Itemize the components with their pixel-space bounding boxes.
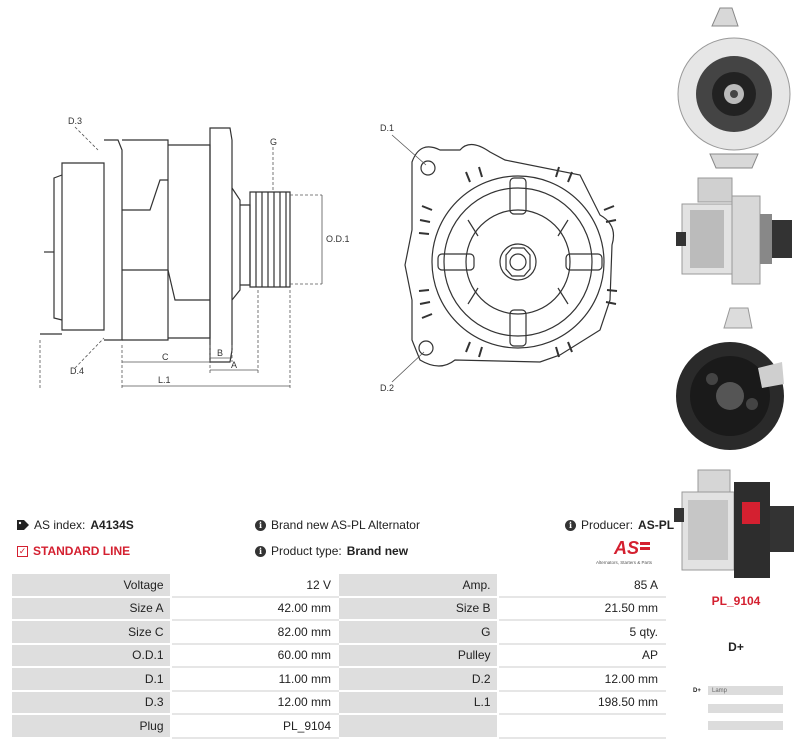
spec-row [11,667,665,691]
pin-name [690,704,708,713]
label-od1: O.D.1 [326,234,350,244]
product-photo-side[interactable] [672,174,800,300]
spec-value: 21.50 mm [498,597,665,621]
label-d2: D.2 [380,383,395,393]
spec-key: Plug [11,714,171,738]
spec-value: PL_9104 [171,714,339,738]
spec-key: D.3 [11,691,171,715]
producer-label: Producer: [581,518,634,532]
as-index-row [17,518,134,532]
front-view-drawing [405,144,614,366]
spec-row [11,691,665,715]
spec-row [11,714,665,738]
spec-key: Size B [338,597,497,621]
spec-key: Amp. [338,573,497,597]
spec-key: G [338,620,497,644]
tag-icon [17,520,29,530]
spec-key: D.2 [338,667,497,691]
label-g: G [270,137,278,147]
spec-value [498,714,665,738]
label-b: B [217,348,224,358]
plug-code[interactable]: PL_9104 [711,594,761,608]
product-description: Brand new AS-PL Alternator [271,518,420,532]
spec-row [11,573,665,597]
spec-value: 42.00 mm [171,597,339,621]
pin-name: D+ [690,686,708,695]
pin-row [690,686,783,695]
producer-row [565,518,674,532]
product-type-row [255,544,408,558]
pin-description: Lamp [712,687,728,694]
spec-value: 198.50 mm [498,691,665,715]
spec-value: AP [498,644,665,668]
as-index-label: AS index: [34,518,86,532]
pin-row [690,704,783,713]
side-view-drawing [40,128,290,362]
spec-key: O.D.1 [11,644,171,668]
spec-key [338,714,497,738]
label-c: C [162,352,169,362]
standard-line-row [17,544,130,558]
info-icon: i [565,520,576,531]
svg-text:AS: AS [614,538,640,558]
spec-value: 82.00 mm [171,620,339,644]
spec-value: 12.00 mm [498,667,665,691]
svg-text:Alternators, Starters & Parts: Alternators, Starters & Parts [596,560,653,565]
spec-value: 11.00 mm [171,667,339,691]
spec-value: 60.00 mm [171,644,339,668]
as-index-value: A4134S [90,518,134,532]
spec-row [11,620,665,644]
spec-value: 5 qty. [498,620,665,644]
product-photo-top[interactable] [672,466,800,582]
description-row [255,518,420,532]
product-type-value: Brand new [346,544,409,558]
label-a: A [231,360,238,370]
pin-row [690,721,783,730]
specifications-table [10,572,666,739]
spec-value: 85 A [498,573,665,597]
spec-key: Voltage [11,573,171,597]
spec-value: 12.00 mm [171,691,339,715]
spec-key: Size A [11,597,171,621]
spec-key: Pulley [338,644,497,668]
label-d4: D.4 [70,366,85,376]
checkbox-checked-icon: ✓ [18,545,27,556]
as-logo [590,536,670,568]
label-d1: D.1 [380,123,395,133]
producer-value: AS-PL [638,518,675,532]
spec-key: L.1 [338,691,497,715]
spec-row [11,644,665,668]
front-view-vents [419,167,617,357]
product-photo-front[interactable] [672,4,800,172]
standard-line-label: STANDARD LINE [33,544,131,558]
plug-pin-label: D+ [728,640,744,654]
spec-row [11,597,665,621]
pin-name [690,721,708,730]
spec-key: Size C [11,620,171,644]
label-l1: L.1 [158,375,171,385]
info-icon: i [255,546,266,557]
product-photo-rear[interactable] [672,304,800,464]
spec-value: 12 V [171,573,339,597]
label-d3: D.3 [68,116,83,126]
spec-key: D.1 [11,667,171,691]
info-icon: i [255,520,266,531]
product-type-label: Product type: [271,544,342,558]
